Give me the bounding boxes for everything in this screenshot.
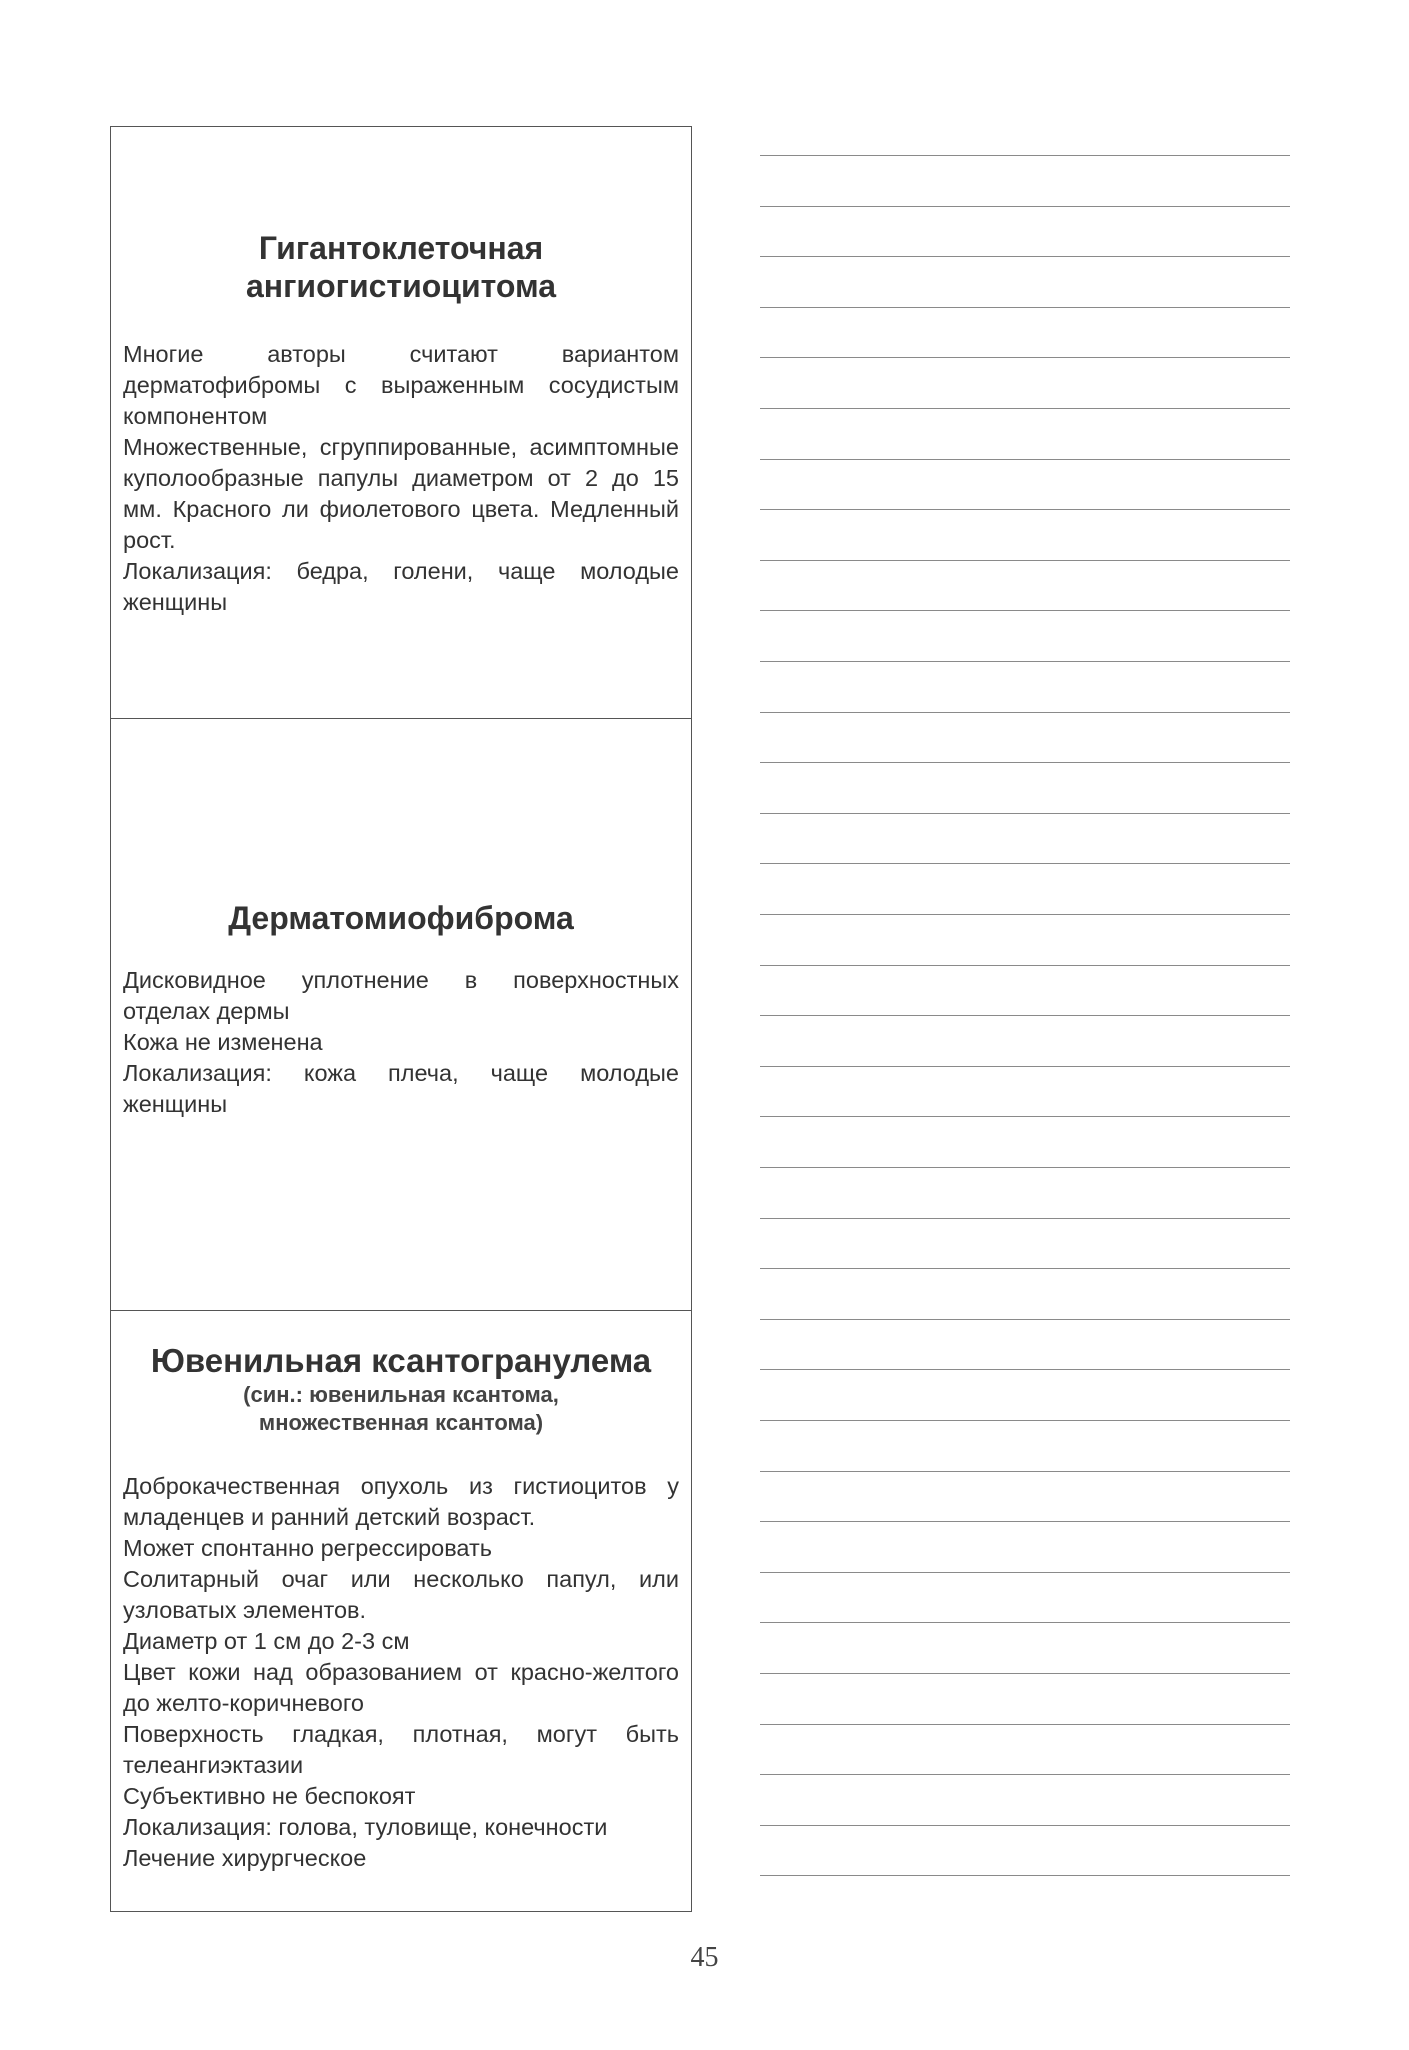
note-line	[760, 1268, 1290, 1269]
note-line	[760, 762, 1290, 763]
note-line	[760, 560, 1290, 561]
section-dermatomyofibroma	[110, 718, 692, 1310]
section-juvenile-xanthogranuloma	[110, 1310, 692, 1912]
note-line	[760, 1724, 1290, 1725]
note-line	[760, 1521, 1290, 1522]
note-line	[760, 1066, 1290, 1067]
note-line	[760, 813, 1290, 814]
note-line	[760, 459, 1290, 460]
paragraph: Поверхность гладкая, плотная, могут быть телеангиэктазии	[123, 1721, 679, 1778]
paragraph: Дисковидное уплотнение в поверхностных отделах дермы	[123, 967, 679, 1024]
note-line	[760, 206, 1290, 207]
note-line	[760, 1471, 1290, 1472]
note-line	[760, 1774, 1290, 1775]
section-body	[123, 1471, 679, 1874]
paragraph: Цвет кожи над образованием от красно-желтого до желто-коричневого	[123, 1659, 679, 1716]
note-line	[760, 256, 1290, 257]
note-line	[760, 509, 1290, 510]
note-line	[760, 610, 1290, 611]
section-header	[111, 1341, 691, 1437]
paragraph: Субъективно не беспокоят	[123, 1783, 416, 1809]
paragraph: Локализация: бедра, голени, чаще молодые женщины	[123, 558, 679, 615]
note-line	[760, 1218, 1290, 1219]
section-body	[123, 965, 679, 1120]
note-line	[760, 1875, 1290, 1876]
page-number: 45	[690, 1942, 719, 1973]
section-header	[111, 229, 691, 305]
paragraph: Может спонтанно регрессировать	[123, 1535, 492, 1561]
note-line	[760, 357, 1290, 358]
paragraph: Доброкачественная опухоль из гистиоцитов у младенцев и ранний детский возраст.	[123, 1473, 679, 1530]
note-line	[760, 1673, 1290, 1674]
note-line	[760, 1420, 1290, 1421]
note-line	[760, 1825, 1290, 1826]
note-line	[760, 1319, 1290, 1320]
paragraph: Локализация: кожа плеча, чаще молодые женщины	[123, 1060, 679, 1117]
paragraph: Локализация: голова, туловище, конечности	[123, 1814, 608, 1840]
note-line	[760, 1572, 1290, 1573]
paragraph: Многие авторы считают вариантом дерматофибромы с выраженным сосудистым компонентом	[123, 341, 679, 429]
section-title-line-2: ангиогистиоцитома	[245, 268, 557, 304]
paragraph: Диаметр от 1 см до 2-3 см	[123, 1628, 410, 1654]
paragraph: Солитарный очаг или несколько папул, или узловатых элементов.	[123, 1566, 679, 1623]
note-line	[760, 712, 1290, 713]
paragraph: Множественные, сгруппированные, асимптомные куполообразные папулы диаметром от 2 до 15 мм. Красного ли фиолетового цвета. Медленный рост.	[123, 434, 679, 553]
section-title-line-1: Гигантоклеточная	[258, 230, 544, 266]
note-line	[760, 914, 1290, 915]
note-line	[760, 307, 1290, 308]
section-title: Дерматомиофиброма	[228, 900, 574, 936]
section-subtitle-line-1: (син.: ювенильная ксантома,	[243, 1382, 559, 1407]
note-line	[760, 661, 1290, 662]
section-giant-cell-angiohistiocytoma	[110, 126, 692, 718]
section-header	[111, 899, 691, 937]
section-body	[123, 339, 679, 618]
paragraph: Кожа не изменена	[123, 1029, 323, 1055]
section-title: Ювенильная ксантогранулема	[150, 1342, 652, 1379]
section-subtitle-line-2: множественная ксантома)	[258, 1410, 544, 1435]
note-line	[760, 155, 1290, 156]
paragraph: Лечение хирургческое	[123, 1845, 367, 1871]
note-line	[760, 863, 1290, 864]
note-line	[760, 1015, 1290, 1016]
note-line	[760, 1167, 1290, 1168]
note-line	[760, 1369, 1290, 1370]
note-line	[760, 1116, 1290, 1117]
note-line	[760, 1622, 1290, 1623]
note-line	[760, 408, 1290, 409]
note-line	[760, 965, 1290, 966]
